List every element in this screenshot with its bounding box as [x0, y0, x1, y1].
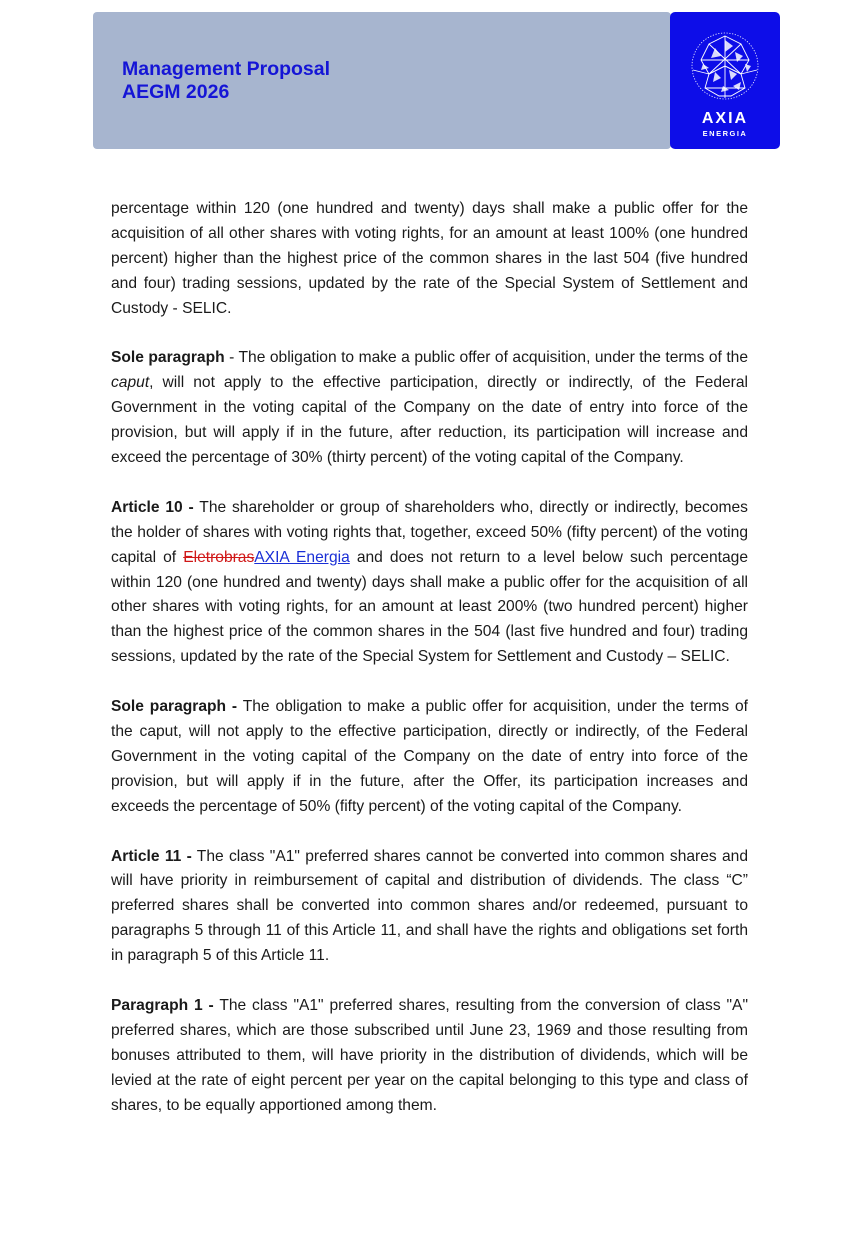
paragraph-sole-paragraph-2 [111, 695, 748, 820]
paragraph-text: and does not return to a level below such percentage within 120 (one hundred and twenty) days shall make a public offer for the acquisition of all other shares with voting rights, for an amount at least 200% (two hundred percent) higher than the highest price of the common shares in the 504 (last five hundred and four) trading sessions, updated by the rate of the Special System for Settlement and Custody – SELIC. [111, 548, 749, 666]
paragraph-text: The class "A1" preferred shares, resulting from the conversion of class "A" preferred shares, which are those subscribed until June 23, 1969 and those resulting from bonuses attributed to them, will have priority in the distribution of dividends, which will be levied at the rate of eight percent per year on the capital belonging to this type and class of shares, to be equally apportioned among them. [111, 996, 748, 1114]
paragraph-label: Paragraph 1 - [111, 996, 214, 1014]
tracked-deletion: Eletrobras [183, 548, 255, 566]
paragraph-italic-term: caput [111, 374, 150, 392]
document-body [111, 197, 748, 1143]
paragraph-label: Article 10 - [111, 498, 194, 516]
paragraph-label: Article 11 - [111, 847, 192, 865]
paragraph-continuation [111, 197, 748, 322]
paragraph-article-10 [111, 496, 748, 670]
paragraph-sole-paragraph-1 [111, 346, 748, 471]
paragraph-label: Sole paragraph [111, 349, 225, 367]
paragraph-article-11 [111, 845, 748, 970]
geodesic-globe-icon [689, 30, 761, 102]
paragraph-text: , will not apply to the effective participation, directly or indirectly, of the Federal Government in the voting capital of the Company on the date of entry into force of the provision, but will apply if in the future, after reduction, its participation will increase and exceed the percentage of 30% (thirty percent) of the voting capital of the Company. [111, 374, 748, 467]
paragraph-text: percentage within 120 (one hundred and twenty) days shall make a public offer for the acquisition of all other shares with voting rights, for an amount at least 100% (one hundred percent) higher than the highest price of the common shares in the last 504 (five hundred and four) trading sessions, updated by the rate of the Special System of Settlement and Custody - SELIC. [111, 200, 748, 317]
paragraph-text: The shareholder or group of shareholders who, directly or indirectly, becomes the holder of shares with voting rights that, together, exceed 50% (fifty percent) of the voting capital of [111, 498, 748, 566]
title-line-1: Management Proposal [122, 58, 331, 80]
paragraph-text: The obligation to make a public offer for acquisition, under the terms of the caput, will not apply to the effective participation, directly or indirectly, of the Federal Government in the voting capital of the Company on the date of entry into force of the provision, but will apply if in the future, after the Offer, its participation increases and exceeds the percentage of 50% (fifty percent) of the voting capital of the Company. [111, 698, 749, 815]
paragraph-label: Sole paragraph - [111, 698, 238, 716]
paragraph-paragraph-1 [111, 994, 748, 1119]
title-line-2: AEGM 2026 [122, 81, 230, 103]
tracked-insertion: AXIA Energia [254, 548, 350, 566]
company-logo [670, 12, 780, 149]
logo-wordmark: AXIA [701, 110, 749, 127]
paragraph-text: - The obligation to make a public offer of acquisition, under the terms of the [224, 349, 749, 367]
paragraph-text: The class "A1" preferred shares cannot be converted into common shares and will have priority in reimbursement of capital and distribution of dividends. The class “C” preferred shares shall be converted into common shares and/or redeemed, pursuant to paragraphs 5 through 11 of this Article 11, and shall have the rights and obligations set forth in paragraph 5 of this Article 11. [111, 847, 749, 965]
document-title [122, 58, 330, 104]
logo-subtext: ENERGIA [702, 129, 748, 138]
